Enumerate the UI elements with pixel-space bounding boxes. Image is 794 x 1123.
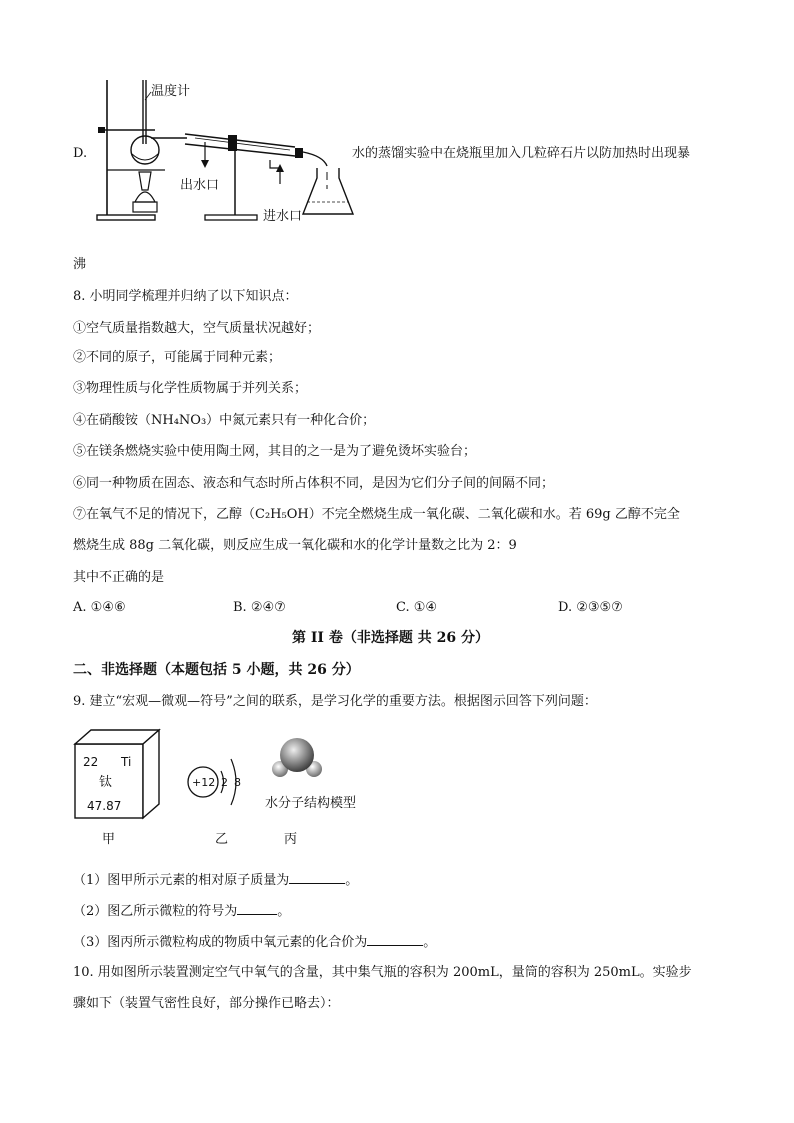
element-name: 钛	[99, 775, 113, 790]
q9-sub3	[73, 933, 436, 951]
element-number: 22	[83, 755, 99, 769]
section-subtitle: 二、非选择题（本题包括 5 小题，共 26 分）	[73, 662, 360, 678]
q8-item: ⑤在镁条燃烧实验中使用陶土网，其目的之一是为了避免烫坏实验台；	[73, 444, 477, 459]
period: 。	[277, 904, 291, 919]
q8-item: ④在硝酸铵（NH₄NO₃）中氮元素只有一种化合价；	[73, 413, 376, 428]
option-d-text: 水的蒸馏实验中在烧瓶里加入几粒碎石片以防加热时出现暴	[352, 146, 691, 161]
period: 。	[423, 935, 437, 950]
water-molecule-figure	[268, 735, 328, 781]
answer-blank[interactable]	[289, 871, 345, 884]
q9-sub2-text: （2）图乙所示微粒的符号为	[73, 904, 238, 919]
element-cell-figure	[73, 728, 163, 820]
q8-option-d: D. ②③⑤⑦	[558, 600, 623, 615]
element-mass: 47.87	[87, 799, 122, 813]
q8-item: ①空气质量指数越大，空气质量状况越好；	[73, 321, 321, 336]
distillation-apparatus-figure	[95, 72, 355, 232]
q8-option-c: C. ①④	[396, 600, 438, 615]
option-d-text-cont: 沸	[73, 257, 87, 272]
element-symbol: Ti	[121, 755, 132, 769]
q9-sub1	[73, 871, 358, 889]
q8-item: ③物理性质与化学性质物属于并列关系；	[73, 381, 308, 396]
shell-1-electrons: 2	[221, 776, 228, 789]
section-title: 第 II 卷（非选择题 共 26 分）	[292, 630, 489, 646]
q10-line2: 骤如下（装置气密性良好，部分操作已略去）：	[73, 996, 340, 1011]
q8-stem: 8. 小明同学梳理并归纳了以下知识点：	[73, 289, 298, 304]
nucleus-charge: +12	[192, 776, 216, 789]
q9-sub1-text: （1）图甲所示元素的相对原子质量为	[73, 873, 290, 888]
caption-bing: 丙	[284, 832, 298, 847]
q9-sub2	[73, 902, 290, 920]
answer-blank[interactable]	[237, 902, 277, 915]
q9-stem: 9. 建立“宏观—微观—符号”之间的联系，是学习化学的重要方法。根据图示回答下列问题：	[73, 694, 597, 709]
period: 。	[345, 873, 359, 888]
water-out-label: 出水口	[180, 178, 220, 193]
ion-structure-figure	[183, 745, 253, 819]
caption-jia: 甲	[102, 832, 116, 847]
water-in-label: 进水口	[263, 209, 303, 224]
q8-option-b: B. ②④⑦	[233, 600, 286, 615]
thermometer-label: 温度计	[151, 84, 191, 99]
q8-option-a: A. ①④⑥	[73, 600, 126, 615]
q8-item: ⑥同一种物质在固态、液态和气态时所占体积不同，是因为它们分子间的间隔不同；	[73, 476, 555, 491]
q10-line1: 10. 用如图所示装置测定空气中氧气的含量，其中集气瓶的容积为 200mL，量筒的容积为 250mL。实验步	[73, 965, 692, 980]
option-d-letter: D.	[73, 146, 88, 161]
water-model-label: 水分子结构模型	[265, 796, 357, 811]
q9-sub3-text: （3）图丙所示微粒构成的物质中氧元素的化合价为	[73, 935, 368, 950]
shell-2-electrons: 8	[234, 776, 241, 789]
q8-item-cont: 燃烧生成 88g 二氧化碳，则反应生成一氧化碳和水的化学计量数之比为 2：9	[73, 538, 517, 553]
q8-question: 其中不正确的是	[73, 570, 165, 585]
answer-blank[interactable]	[367, 933, 423, 946]
q8-item: ⑦在氧气不足的情况下，乙醇（C₂H₅OH）不完全燃烧生成一氧化碳、二氧化碳和水。若 69g 乙醇不完全	[73, 507, 680, 522]
q8-item: ②不同的原子，可能属于同种元素；	[73, 350, 282, 365]
caption-yi: 乙	[215, 832, 229, 847]
